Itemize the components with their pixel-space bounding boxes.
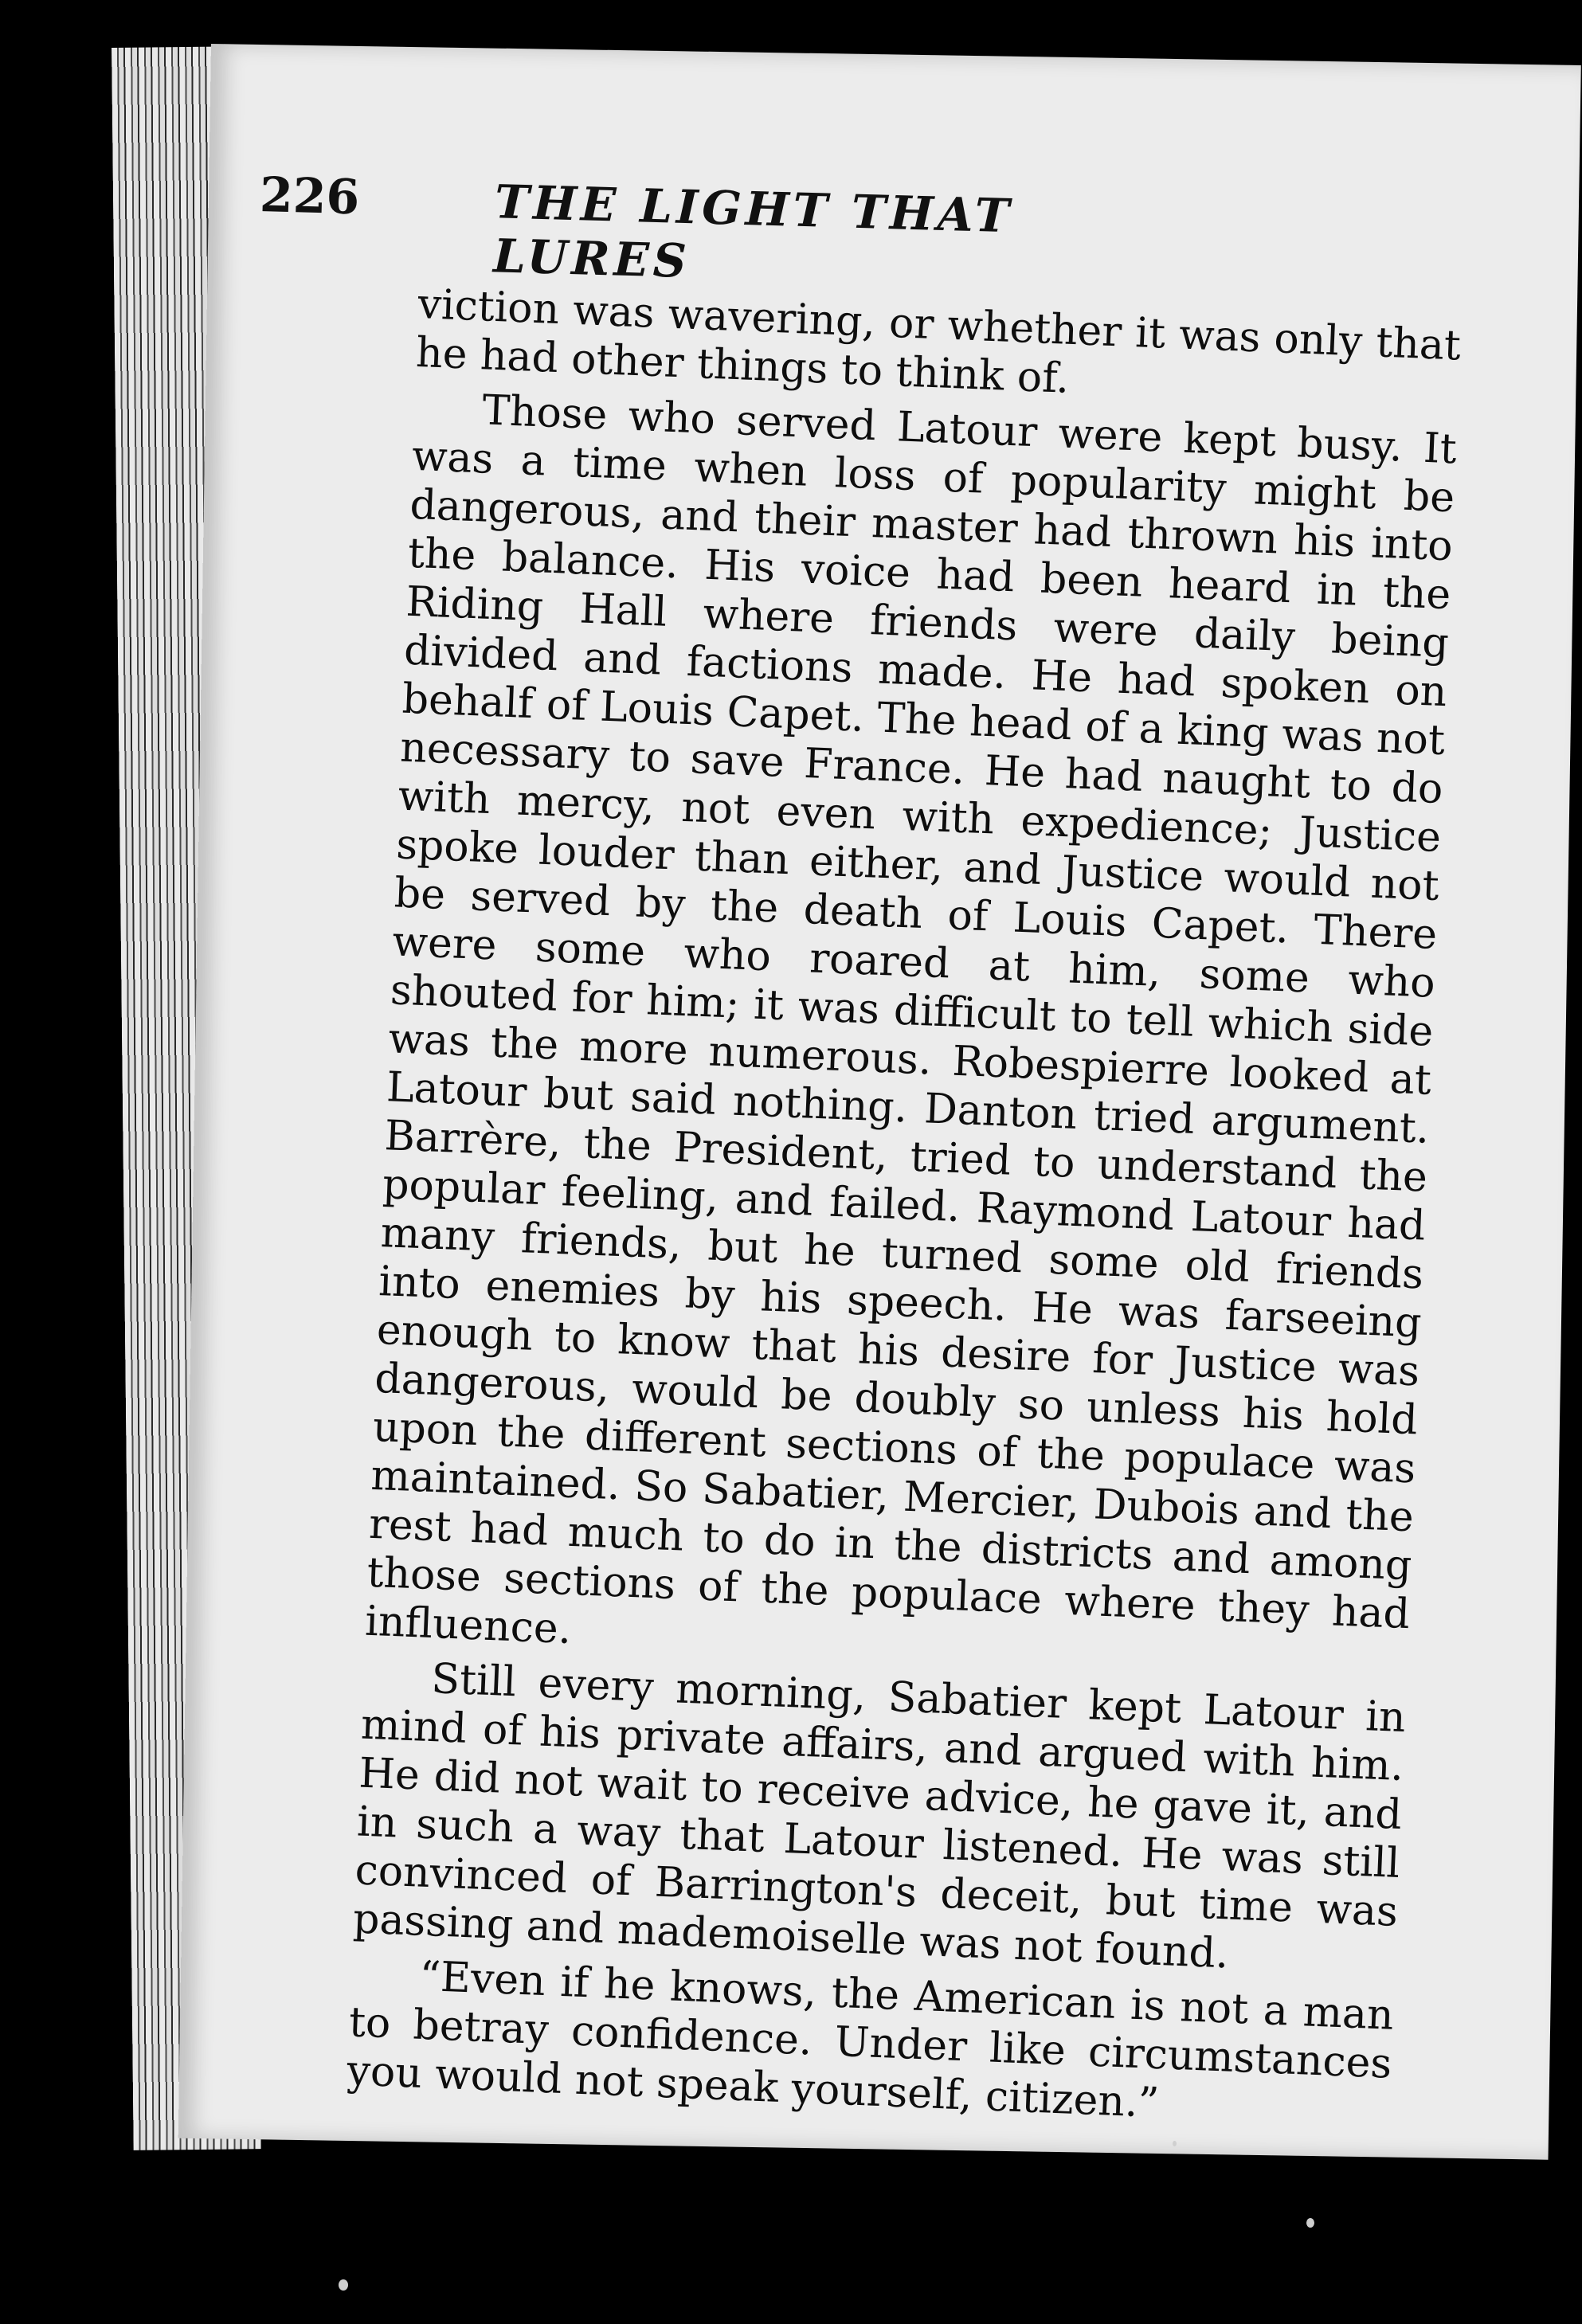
body-text xyxy=(346,280,1462,2128)
paragraph: Still every morning, Sabatier kept Latour in mind of his private affairs, and argued with him. He did not wait to receive advice, he gave it, and in such a way that Latour listened. He was still convinced of Barrington's deceit, but time was passing and mademoiselle was not found. xyxy=(352,1655,1407,1978)
paragraph: Those who served Latour were kept busy. It was a time when loss of popularity might be dangerous, and their master had thrown his into the balance. His voice had been heard in the Riding Hall where friends were daily being divided and factions made. He had spoken on behalf of Louis Capet. The head of a king was not necessary to save France. He had naught to do with mercy, not even with expedience; Justice spoke louder than either, and Justice would not be served by the death of Louis Capet. There were some who roared at him, some who shouted for him; it was difficult to tell which side was the more numerous. Robespierre looked at Latour but said nothing. Danton tried argument. Barrère, the President, tried to understand the popular feeling, and failed. Raymond Latour had many friends, but he turned some old friends into enemies by his speech. He was farseeing enough to know that his desire for Justice was dangerous, would be doubly so unless his hold upon the different sections of the populace was maintained. So Sabatier, Mercier, Dubois and the rest had much to do in the districts and among those sections of the populace where they had influence. xyxy=(364,386,1458,1654)
scan-speck xyxy=(1306,2218,1314,2228)
scan-speck xyxy=(339,2279,348,2291)
scan-speck xyxy=(1173,2141,1177,2146)
paragraph-continued: viction was wavering, or whether it was only that he had other things to think of. xyxy=(415,280,1462,403)
page-number: 226 xyxy=(259,167,361,226)
running-title: THE LIGHT THAT LURES xyxy=(492,174,1014,289)
paragraph: “Even if he knows, the American is not a man to betray confidence. Under like circumstances you would not speak yourself, citizen.” xyxy=(346,1952,1395,2128)
